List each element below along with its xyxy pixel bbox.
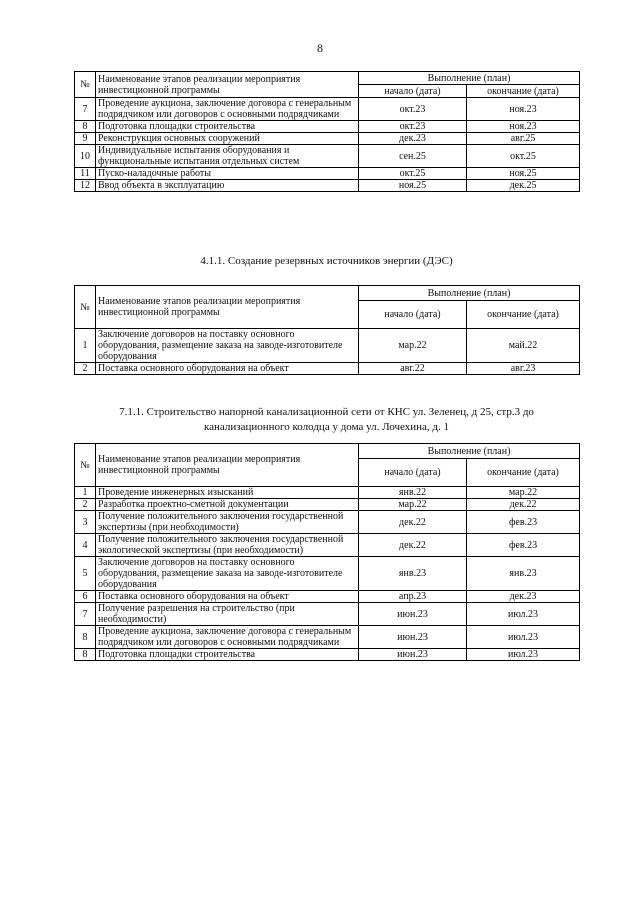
section-title-line-1: 7.1.1. Строительство напорной канализационной сети от КНС ул. Зеленец, д 25, стр.3 до xyxy=(119,406,534,418)
table-row xyxy=(75,591,580,603)
end-date: мар.22 xyxy=(467,487,580,499)
end-date: дек.23 xyxy=(467,591,580,603)
stage-name: Проведение аукциона, заключение договора с генеральным подрядчиком или договоров с основными подрядчиками xyxy=(96,626,359,649)
table-row xyxy=(75,145,580,168)
start-date: сен.25 xyxy=(359,145,467,168)
end-date: авг.25 xyxy=(467,133,580,145)
row-number: 8 xyxy=(75,121,96,133)
header-start: начало (дата) xyxy=(359,459,467,487)
row-number: 3 xyxy=(75,511,96,534)
start-date: июн.23 xyxy=(359,603,467,626)
row-number: 5 xyxy=(75,557,96,591)
table-row xyxy=(75,121,580,133)
stage-name: Заключение договоров на поставку основного оборудования, размещение заказа на заводе-изготовителе оборудования xyxy=(96,557,359,591)
stage-name: Пуско-наладочные работы xyxy=(96,168,359,180)
end-date: ноя.23 xyxy=(467,98,580,121)
header-num: № xyxy=(75,72,96,98)
end-date: фев.23 xyxy=(467,534,580,557)
header-end: окончание (дата) xyxy=(467,459,580,487)
start-date: окт.23 xyxy=(359,121,467,133)
stage-name: Получение положительного заключения государственной экспертизы (при необходимости) xyxy=(96,511,359,534)
end-date: дек.25 xyxy=(467,180,580,192)
table-2-body xyxy=(75,329,580,375)
row-number: 7 xyxy=(75,603,96,626)
stage-name: Ввод объекта в эксплуатацию xyxy=(96,180,359,192)
start-date: окт.25 xyxy=(359,168,467,180)
end-date: май.22 xyxy=(467,329,580,363)
row-number: 8 xyxy=(75,626,96,649)
table-row xyxy=(75,511,580,534)
start-date: ноя.25 xyxy=(359,180,467,192)
header-num: № xyxy=(75,444,96,487)
stage-name: Разработка проектно-сметной документации xyxy=(96,499,359,511)
row-number: 10 xyxy=(75,145,96,168)
end-date: янв.23 xyxy=(467,557,580,591)
table-row xyxy=(75,98,580,121)
header-end: окончание (дата) xyxy=(467,85,580,98)
stage-name: Получение разрешения на строительство (при необходимости) xyxy=(96,603,359,626)
header-start: начало (дата) xyxy=(359,85,467,98)
stage-name: Подготовка площадки строительства xyxy=(96,649,359,661)
stage-name: Получение положительного заключения государственной экологической экспертизы (при необходимости) xyxy=(96,534,359,557)
section-title-4-1-1: 4.1.1. Создание резервных источников энергии (ДЭС) xyxy=(200,255,453,267)
section-title-7-1-1 xyxy=(74,405,579,435)
stage-name: Реконструкция основных сооружений xyxy=(96,133,359,145)
stage-name: Индивидуальные испытания оборудования и функциональные испытания отдельных систем xyxy=(96,145,359,168)
header-name: Наименование этапов реализации мероприятия инвестиционной программы xyxy=(96,444,359,487)
end-date: ноя.25 xyxy=(467,168,580,180)
row-number: 1 xyxy=(75,487,96,499)
row-number: 7 xyxy=(75,98,96,121)
table-1-body xyxy=(75,98,580,192)
table-row xyxy=(75,557,580,591)
start-date: мар.22 xyxy=(359,329,467,363)
schedule-table-2 xyxy=(74,285,580,375)
schedule-table-3 xyxy=(74,443,580,661)
page-number: 8 xyxy=(317,41,323,55)
header-name: Наименование этапов реализации мероприятия инвестиционной программы xyxy=(96,286,359,329)
row-number: 4 xyxy=(75,534,96,557)
header-name: Наименование этапов реализации мероприятия инвестиционной программы xyxy=(96,72,359,98)
start-date: мар.22 xyxy=(359,499,467,511)
table-row xyxy=(75,363,580,375)
table-row xyxy=(75,603,580,626)
table-row xyxy=(75,168,580,180)
end-date: июл.23 xyxy=(467,603,580,626)
end-date: дек.22 xyxy=(467,499,580,511)
stage-name: Подготовка площадки строительства xyxy=(96,121,359,133)
table-row xyxy=(75,649,580,661)
row-number: 1 xyxy=(75,329,96,363)
start-date: дек.22 xyxy=(359,511,467,534)
table-3-body xyxy=(75,487,580,661)
table-row xyxy=(75,499,580,511)
schedule-table-1 xyxy=(74,71,580,192)
header-end: окончание (дата) xyxy=(467,301,580,329)
start-date: авг.22 xyxy=(359,363,467,375)
end-date: июл.23 xyxy=(467,626,580,649)
row-number: 12 xyxy=(75,180,96,192)
header-plan: Выполнение (план) xyxy=(359,286,580,301)
start-date: июн.23 xyxy=(359,626,467,649)
table-row xyxy=(75,133,580,145)
header-plan: Выполнение (план) xyxy=(359,444,580,459)
end-date: июл.23 xyxy=(467,649,580,661)
row-number: 9 xyxy=(75,133,96,145)
start-date: дек.22 xyxy=(359,534,467,557)
stage-name: Поставка основного оборудования на объект xyxy=(96,363,359,375)
header-start: начало (дата) xyxy=(359,301,467,329)
stage-name: Поставка основного оборудования на объект xyxy=(96,591,359,603)
start-date: апр.23 xyxy=(359,591,467,603)
table-row xyxy=(75,534,580,557)
start-date: июн.23 xyxy=(359,649,467,661)
section-title-line-2: канализационного колодца у дома ул. Лочехина, д. 1 xyxy=(203,421,450,433)
row-number: 11 xyxy=(75,168,96,180)
end-date: окт.25 xyxy=(467,145,580,168)
table-row xyxy=(75,626,580,649)
stage-name: Заключение договоров на поставку основного оборудования, размещение заказа на заводе-изготовителе оборудования xyxy=(96,329,359,363)
row-number: 6 xyxy=(75,591,96,603)
table-row xyxy=(75,180,580,192)
start-date: окт.23 xyxy=(359,98,467,121)
row-number: 8 xyxy=(75,649,96,661)
table-row xyxy=(75,487,580,499)
stage-name: Проведение инженерных изысканий xyxy=(96,487,359,499)
header-plan: Выполнение (план) xyxy=(359,72,580,85)
row-number: 2 xyxy=(75,363,96,375)
header-num: № xyxy=(75,286,96,329)
start-date: янв.22 xyxy=(359,487,467,499)
end-date: ноя.23 xyxy=(467,121,580,133)
table-row xyxy=(75,329,580,363)
end-date: авг.23 xyxy=(467,363,580,375)
start-date: дек.23 xyxy=(359,133,467,145)
start-date: янв.23 xyxy=(359,557,467,591)
end-date: фев.23 xyxy=(467,511,580,534)
stage-name: Проведение аукциона, заключение договора с генеральным подрядчиком или договоров с основными подрядчиками xyxy=(96,98,359,121)
row-number: 2 xyxy=(75,499,96,511)
